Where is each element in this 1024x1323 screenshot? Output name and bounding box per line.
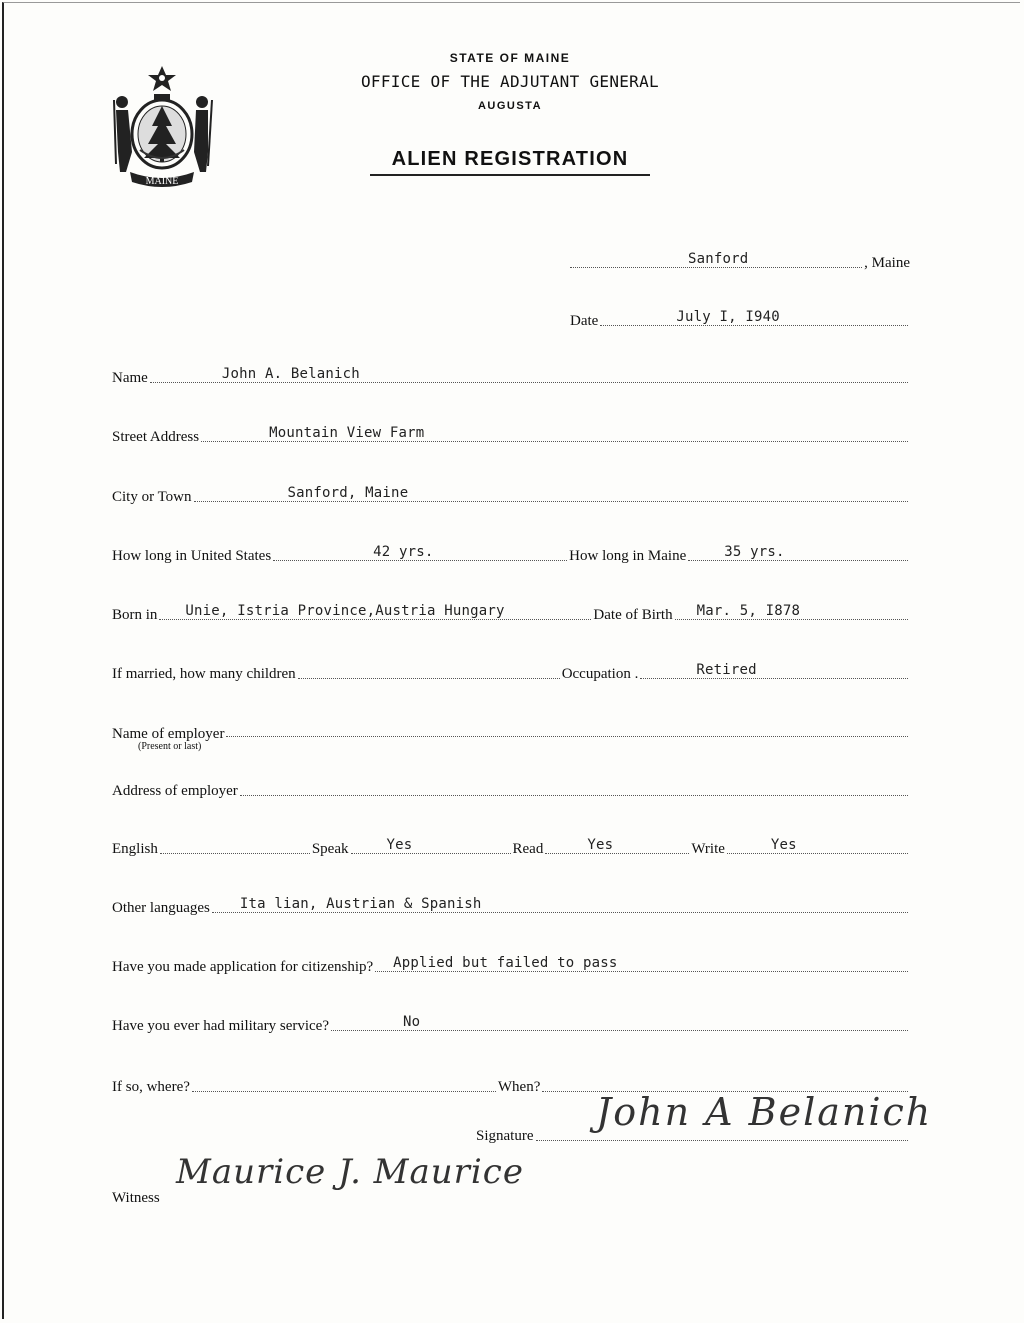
how-long-us-field[interactable] xyxy=(273,544,567,561)
seal-banner-text: MAINE xyxy=(145,176,179,187)
born-in-value: Unie, Istria Province,Austria Hungary xyxy=(185,603,505,619)
read-label: Read xyxy=(512,841,544,857)
street-label: Street Address xyxy=(112,429,200,445)
married-label: If married, how many children xyxy=(112,666,296,682)
other-languages-label: Other languages xyxy=(112,900,210,916)
street-value: Mountain View Farm xyxy=(269,425,425,441)
employer-label-text: Name of employer xyxy=(112,726,225,742)
town-field[interactable] xyxy=(570,251,862,268)
occupation-value: Retired xyxy=(696,662,757,678)
town-row xyxy=(568,247,910,271)
header-city: AUGUSTA xyxy=(477,100,543,112)
married-row xyxy=(112,658,910,682)
employer-address-field[interactable] xyxy=(240,779,908,796)
military-field[interactable] xyxy=(331,1014,908,1031)
military-row xyxy=(112,1010,910,1034)
dob-value: Mar. 5, I878 xyxy=(696,603,801,619)
dob-label: Date of Birth xyxy=(593,607,673,623)
witness-handwriting: Maurice J. Maurice xyxy=(176,1152,524,1192)
other-languages-field[interactable] xyxy=(212,896,908,913)
town-value: Sanford xyxy=(688,251,749,267)
name-field[interactable] xyxy=(150,366,908,383)
signature-handwriting: John A Belanich xyxy=(596,1090,933,1134)
other-languages-row xyxy=(112,892,910,916)
children-field[interactable] xyxy=(298,662,560,679)
signature-label: Signature xyxy=(476,1128,534,1144)
occupation-label: Occupation . xyxy=(561,666,639,682)
born-in-label: Born in xyxy=(112,607,158,623)
street-field[interactable] xyxy=(201,425,908,442)
date-row xyxy=(570,305,910,329)
how-long-us-value: 42 yrs. xyxy=(373,544,434,560)
employer-note: (Present or last) xyxy=(138,741,202,752)
english-field xyxy=(160,837,310,854)
read-field[interactable] xyxy=(545,837,689,854)
date-value: July I, I940 xyxy=(676,309,780,325)
date-label: Date xyxy=(570,313,599,329)
where-field[interactable] xyxy=(192,1075,496,1092)
speak-label: Speak xyxy=(311,841,349,857)
how-long-maine-value: 35 yrs. xyxy=(724,544,785,560)
citizenship-value: Applied but failed to pass xyxy=(393,955,618,971)
citizenship-label: Have you made application for citizenship? xyxy=(112,959,374,975)
citizenship-field[interactable] xyxy=(375,955,908,972)
military-value: No xyxy=(403,1014,421,1030)
name-label: Name xyxy=(112,370,148,386)
street-row xyxy=(112,421,910,445)
english-row xyxy=(112,833,910,857)
write-value: Yes xyxy=(770,837,797,853)
city-label: City or Town xyxy=(112,489,192,505)
citizenship-row xyxy=(112,951,910,975)
name-row xyxy=(112,362,910,386)
born-in-field[interactable] xyxy=(159,603,591,620)
city-field[interactable] xyxy=(194,485,908,502)
born-row xyxy=(112,599,910,623)
speak-value: Yes xyxy=(386,837,413,853)
how-long-us-label: How long in United States xyxy=(112,548,272,564)
read-value: Yes xyxy=(587,837,614,853)
how-long-maine-label: How long in Maine xyxy=(569,548,687,564)
other-languages-value: Ita lian, Austrian & Spanish xyxy=(239,896,482,912)
military-label: Have you ever had military service? xyxy=(112,1018,329,1034)
how-long-row xyxy=(112,540,910,564)
speak-field[interactable] xyxy=(351,837,511,854)
header-office: OFFICE OF THE ADJUTANT GENERAL xyxy=(361,72,659,91)
employer-address-row xyxy=(112,775,910,799)
where-label: If so, where? xyxy=(112,1079,190,1095)
dob-field[interactable] xyxy=(675,603,908,620)
maine-suffix-label: , Maine xyxy=(864,255,910,271)
header-state: STATE OF MAINE xyxy=(449,51,571,65)
employer-row xyxy=(112,716,910,752)
date-field[interactable] xyxy=(600,309,908,326)
employer-address-label: Address of employer xyxy=(112,783,238,799)
witness-label: Witness xyxy=(112,1190,160,1206)
employer-field[interactable] xyxy=(226,720,908,737)
form-title: ALIEN REGISTRATION xyxy=(370,148,650,176)
english-label: English xyxy=(112,841,158,857)
how-long-maine-field[interactable] xyxy=(688,544,908,561)
write-field[interactable] xyxy=(727,837,908,854)
city-value: Sanford, Maine xyxy=(287,485,409,501)
write-label: Write xyxy=(691,841,725,857)
name-value: John A. Belanich xyxy=(221,366,360,382)
occupation-field[interactable] xyxy=(640,662,908,679)
city-row xyxy=(112,481,910,505)
employer-label xyxy=(112,726,225,752)
when-label: When? xyxy=(497,1079,541,1095)
